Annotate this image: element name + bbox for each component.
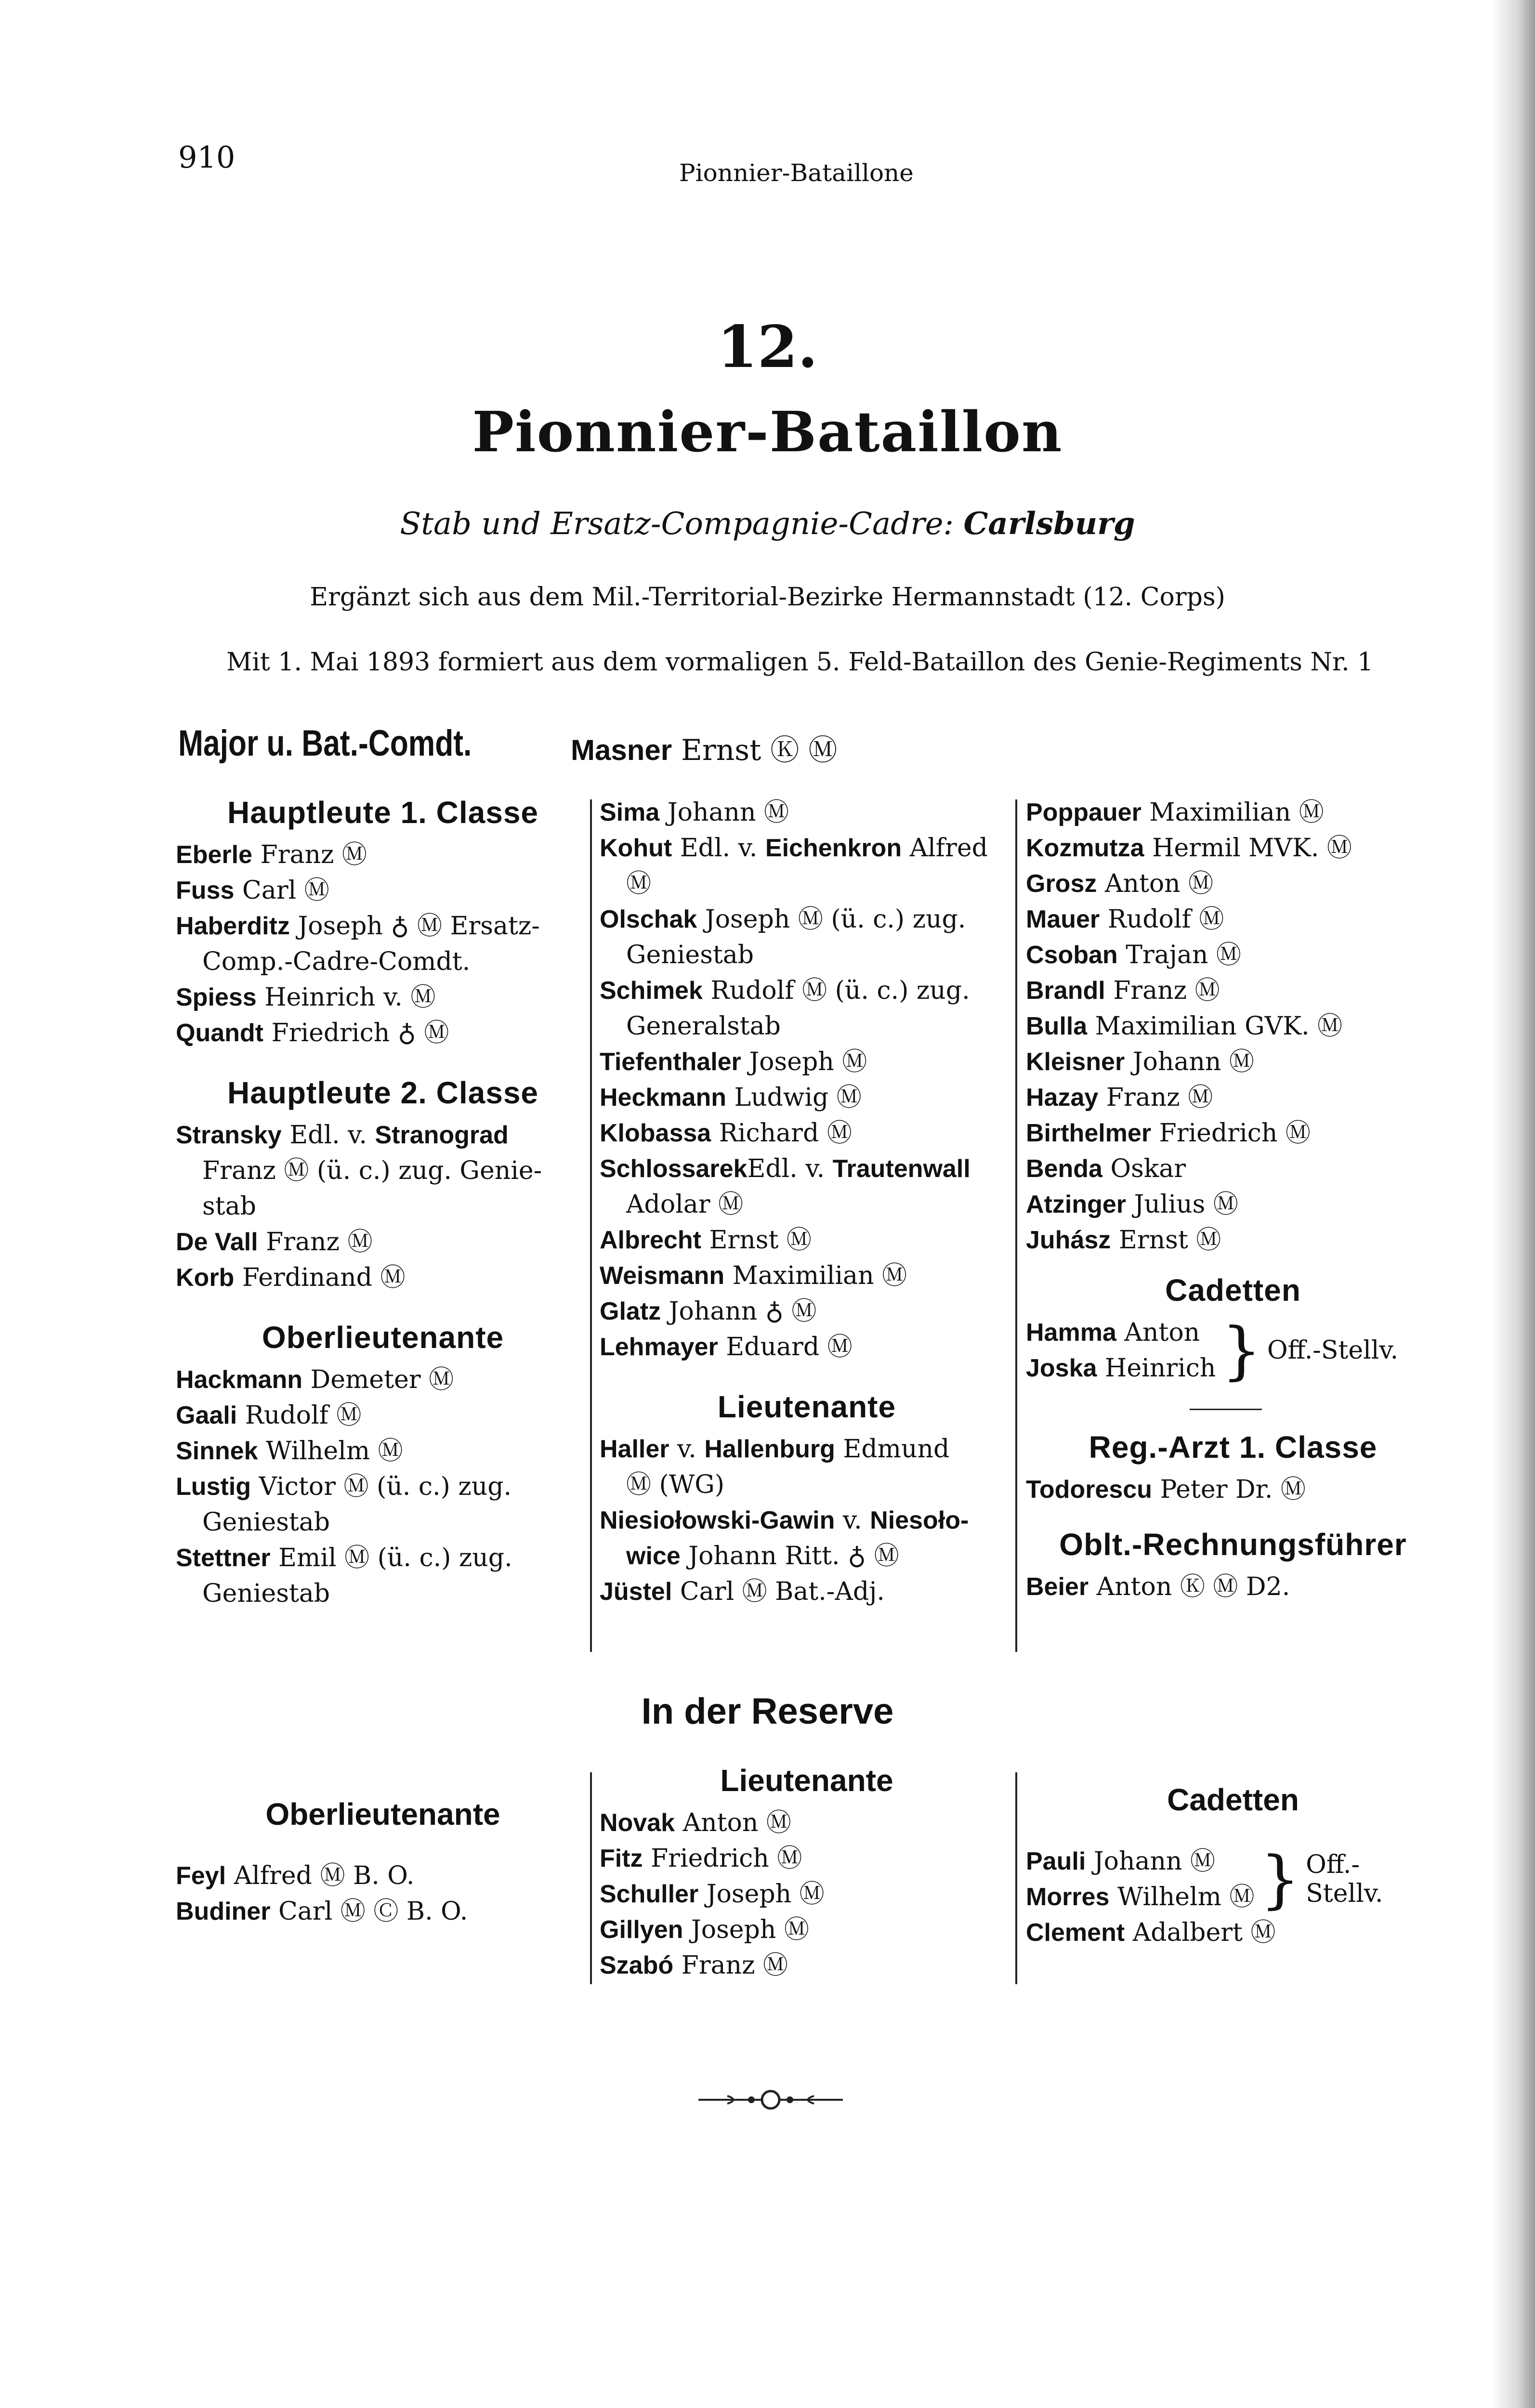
subtitle [0,506,1535,542]
given: Oskar [1110,1154,1186,1183]
surname: Eberle [176,841,252,869]
given: Rudolf Ⓜ (ü. c.) zug. [710,976,970,1005]
given: Victor Ⓜ (ü. c.) zug. [259,1472,512,1501]
continuation: Johann Ritt. ♁ Ⓜ [680,1542,899,1570]
list-item [176,908,590,980]
recruitment-line: Ergänzt sich aus dem Mil.-Territorial-Bezirke Hermannstadt (12. Corps) [310,583,1225,612]
surname: Morres [1026,1883,1110,1911]
section-heading: Reg.-Arzt 1. Classe [1089,1430,1378,1465]
given: Anton Ⓜ [1104,869,1214,898]
list-item [1026,1915,1440,1950]
given: Edl. v. [289,1121,375,1150]
list-item [600,1574,1014,1610]
surname: Glatz [600,1297,661,1325]
list-item [1026,1222,1440,1258]
given: Rudolf Ⓜ [1107,905,1224,934]
surname: Kleisner [1026,1048,1125,1076]
given: Emil Ⓜ (ü. c.) zug. [278,1544,512,1572]
surname: Albrecht [600,1226,701,1254]
continuation: Geniestab [202,1579,330,1608]
surname: Birthelmer [1026,1119,1152,1147]
section-heading: Hauptleute 1. Classe [227,795,538,830]
given: Franz Ⓜ [260,840,367,869]
surname: Novak [600,1809,675,1837]
given: v. [669,1435,705,1464]
given: Joseph Ⓜ [706,1880,825,1909]
given: Rudolf Ⓜ [245,1401,362,1430]
list-item [1026,830,1440,866]
list-item [176,980,590,1015]
list-item [600,902,1014,973]
continuation: Comp.-Cadre-Comdt. [202,947,471,976]
surname: Szabó [600,1951,674,1979]
major-name [571,727,837,769]
given: Maximilian Ⓜ [1149,798,1324,827]
given: Maximilian Ⓜ [732,1261,907,1290]
section-heading: Hauptleute 2. Classe [227,1075,538,1110]
predicate: Stranograd [375,1121,509,1149]
surname: Gaali [176,1401,237,1429]
column-divider [1015,799,1017,1652]
column-divider [1015,1772,1017,1984]
surname: Fuss [176,877,235,904]
list-item [1026,937,1440,973]
given: Johann ♁ Ⓜ [669,1297,817,1326]
list-item [600,795,1014,830]
given: Joseph ♁ Ⓜ Ersatz- [298,912,540,941]
given: Edmund [835,1435,950,1464]
list-item [600,1294,1014,1329]
continuation: Geniestab [626,941,754,969]
subtitle-prefix: Stab und Ersatz-Compagnie-Cadre: [400,506,954,542]
surname: Haberditz [176,912,290,940]
given: Heinrich v. Ⓜ [264,983,436,1012]
given: Johann Ⓜ [1132,1047,1254,1076]
list-item [176,873,590,908]
surname: Kohut [600,834,672,862]
surname: Weismann [600,1262,725,1290]
given: Alfred Ⓜ B. O. [234,1861,415,1890]
given: Adalbert Ⓜ [1132,1918,1276,1947]
given: Franz Ⓜ [1106,1083,1213,1112]
surname: Kozmutza [1026,834,1144,862]
surname: Bulla [1026,1012,1088,1040]
surname: Grosz [1026,870,1097,898]
list-item [1026,1080,1440,1115]
list-item [176,1540,590,1611]
page-number: 910 [178,140,236,175]
given: Richard Ⓜ [719,1119,852,1148]
predicate: Hallenburg [704,1435,835,1463]
surname: Schimek [600,977,703,1005]
given: Alfred [902,834,988,863]
list-item [600,1503,1014,1574]
major-rank-label: Major u. Bat.-Comdt. [178,723,472,764]
reserve-column-2 [600,1763,1014,1983]
given: Joseph Ⓜ (ü. c.) zug. [705,905,966,934]
surname: Haller [600,1435,669,1463]
unit-number: 12. [717,313,818,381]
surname: Brandl [1026,977,1105,1005]
list-item [1026,795,1440,830]
major-surname: Masner [571,734,672,766]
surname: Clement [1026,1919,1125,1947]
given: Wilhelm Ⓜ [1117,1883,1255,1911]
list-item [1026,1044,1440,1080]
section-heading: Oberlieutenante [262,1320,504,1355]
column-divider [590,1772,592,1984]
brace-icon: } [1221,1314,1262,1387]
list-item [600,973,1014,1044]
list-item [600,1805,1014,1841]
list-item [176,1858,590,1894]
list-item [176,1117,590,1224]
surname: Sinnek [176,1437,258,1465]
given: Wilhelm Ⓜ [266,1437,403,1466]
given: Friedrich ♁ Ⓜ [271,1019,449,1047]
surname: Mauer [1026,905,1100,933]
section-heading: Lieutenante [717,1389,896,1424]
list-item [176,1015,590,1051]
predicate: Eichenkron [765,834,902,862]
list-item [1026,1008,1440,1044]
surname: Hazay [1026,1084,1099,1112]
surname: Pauli [1026,1847,1086,1875]
list-item [1026,902,1440,937]
surname: Heckmann [600,1084,726,1112]
reserve-heading: In der Reserve [641,1691,894,1732]
surname: Todorescu [1026,1476,1152,1504]
list-item [1026,1844,1254,1879]
list-item [1026,1350,1216,1386]
section-heading: Lieutenante [720,1763,893,1798]
given: v. [835,1506,870,1535]
list-item [1026,973,1440,1008]
surname: Olschak [600,905,697,933]
list-item [600,1080,1014,1115]
column-1 [176,795,590,1611]
given: Franz Ⓜ [1113,976,1220,1005]
surname: Jüstel [600,1578,672,1606]
given: Eduard Ⓜ [726,1333,853,1361]
surname: Tiefenthaler [600,1048,741,1076]
list-item [1026,1151,1440,1187]
given: Edl. v. [747,1154,833,1183]
cadet-group [1026,1315,1440,1386]
list-item [176,1260,590,1296]
surname: Poppauer [1026,798,1141,826]
given: Demeter Ⓜ [310,1365,454,1394]
surname: Juhász [1026,1226,1111,1254]
surname: Fitz [600,1845,643,1872]
list-item [600,1151,1014,1222]
ornament-icon [698,2085,843,2114]
continuation: Adolar Ⓜ [626,1190,744,1219]
list-item [600,1115,1014,1151]
surname: Stransky [176,1121,282,1149]
list-item [600,1841,1014,1876]
surname: Sima [600,798,660,826]
continuation: Ⓜ (WG) [626,1470,725,1499]
given: Trajan Ⓜ [1126,941,1241,969]
predicate: Niesoło- [870,1506,969,1534]
subtitle-place: Carlsburg [963,506,1135,542]
surname: Lehmayer [600,1333,718,1361]
surname: Hackmann [176,1366,302,1394]
list-item [1026,1569,1440,1605]
list-item [600,1876,1014,1912]
surname: Joska [1026,1354,1097,1382]
major-rest: Ernst Ⓚ Ⓜ [681,733,838,767]
surname: Budiner [176,1898,271,1925]
list-item [1026,1472,1440,1507]
list-item [176,1469,590,1540]
brace-icon: } [1260,1843,1300,1916]
cadet-group [1026,1844,1440,1915]
section-heading: Oblt.-Rechnungsführer [1059,1527,1407,1562]
given: Johann Ⓜ [667,798,789,827]
list-item [1026,1879,1254,1915]
surname: Klobassa [600,1119,711,1147]
surname: Korb [176,1264,235,1292]
continuation: Franz Ⓜ (ü. c.) zug. Genie- [202,1156,542,1185]
surname: Spiess [176,983,257,1011]
cadet-note: Stellv. [1306,1879,1383,1908]
continuation: stab [202,1192,256,1221]
given: Joseph Ⓜ [749,1047,867,1076]
continuation: Ⓜ [626,869,652,898]
predicate-continued: wice [626,1542,681,1570]
continuation: Geniestab [202,1508,330,1537]
surname: De Vall [176,1228,258,1256]
surname: Atzinger [1026,1191,1126,1218]
surname: Quandt [176,1019,263,1047]
given: Anton Ⓜ [682,1808,791,1837]
section-heading: Cadetten [1165,1273,1301,1308]
given: Friedrich Ⓜ [651,1844,802,1873]
given: Friedrich Ⓜ [1159,1119,1311,1148]
given: Heinrich [1104,1354,1216,1383]
short-divider [1190,1409,1262,1410]
list-item [600,1044,1014,1080]
surname: Hamma [1026,1319,1116,1347]
running-title: Pionnier-Bataillone [679,159,914,187]
list-item [600,830,1014,902]
column-2 [600,795,1014,1610]
reserve-column-3 [1026,1782,1440,1950]
given: Carl Ⓜ Bat.-Adj. [680,1577,885,1606]
given: Joseph Ⓜ [691,1915,809,1944]
surname: Beier [1026,1573,1089,1601]
reserve-column-1 [176,1796,590,1929]
surname: Lustig [176,1473,251,1501]
list-item [176,1362,590,1398]
given: Anton Ⓚ Ⓜ D2. [1096,1572,1290,1601]
surname: Benda [1026,1155,1102,1183]
column-3 [1026,795,1440,1605]
list-item [176,837,590,873]
surname: Schuller [600,1880,699,1908]
given: Franz Ⓜ [681,1951,788,1980]
given: Ludwig Ⓜ [734,1083,862,1112]
list-item [600,1912,1014,1948]
given: Peter Dr. Ⓜ [1160,1475,1306,1504]
list-item [176,1433,590,1469]
given: Anton [1124,1318,1200,1347]
section-heading: Cadetten [1167,1782,1299,1817]
formation-line: Mit 1. Mai 1893 formiert aus dem vormaligen 5. Feld-Bataillon des Genie-Regiments Nr. 1 [226,648,1374,677]
list-item [600,1329,1014,1365]
list-item [1026,866,1440,902]
given: Ernst Ⓜ [709,1226,812,1255]
list-item [176,1894,590,1929]
surname: Feyl [176,1862,226,1890]
cadet-note: Off.-Stellv. [1267,1336,1399,1365]
cadet-note: Off.- [1306,1850,1360,1879]
column-divider [590,799,592,1652]
predicate: Trautenwall [832,1155,971,1183]
list-item [600,1948,1014,1983]
list-item [176,1224,590,1260]
list-item [600,1431,1014,1503]
list-item [1026,1315,1216,1350]
given: Maximilian GVK. Ⓜ [1095,1012,1343,1041]
surname: Niesiołowski-Gawin [600,1506,835,1534]
given: Carl Ⓜ [242,876,329,905]
list-item [1026,1115,1440,1151]
section-heading: Oberlieutenante [265,1797,500,1832]
given: Ferdinand Ⓜ [242,1263,406,1292]
given: Hermil MVK. Ⓜ [1152,834,1352,863]
list-item [176,1398,590,1433]
list-item [1026,1187,1440,1222]
continuation: Generalstab [626,1012,781,1041]
given: Ernst Ⓜ [1118,1226,1221,1255]
surname: Stettner [176,1544,271,1572]
given: Franz Ⓜ [266,1228,373,1256]
page-title: Pionnier-Bataillon [472,400,1063,465]
given: Carl Ⓜ Ⓒ B. O. [278,1897,468,1926]
given: Johann Ⓜ [1093,1847,1215,1876]
surname: Csoban [1026,941,1118,969]
given: Julius Ⓜ [1134,1190,1238,1219]
list-item [600,1222,1014,1258]
list-item [600,1258,1014,1294]
given: Edl. v. [680,834,765,863]
surname: Gillyen [600,1916,683,1944]
surname: Schlossarek [600,1155,748,1183]
